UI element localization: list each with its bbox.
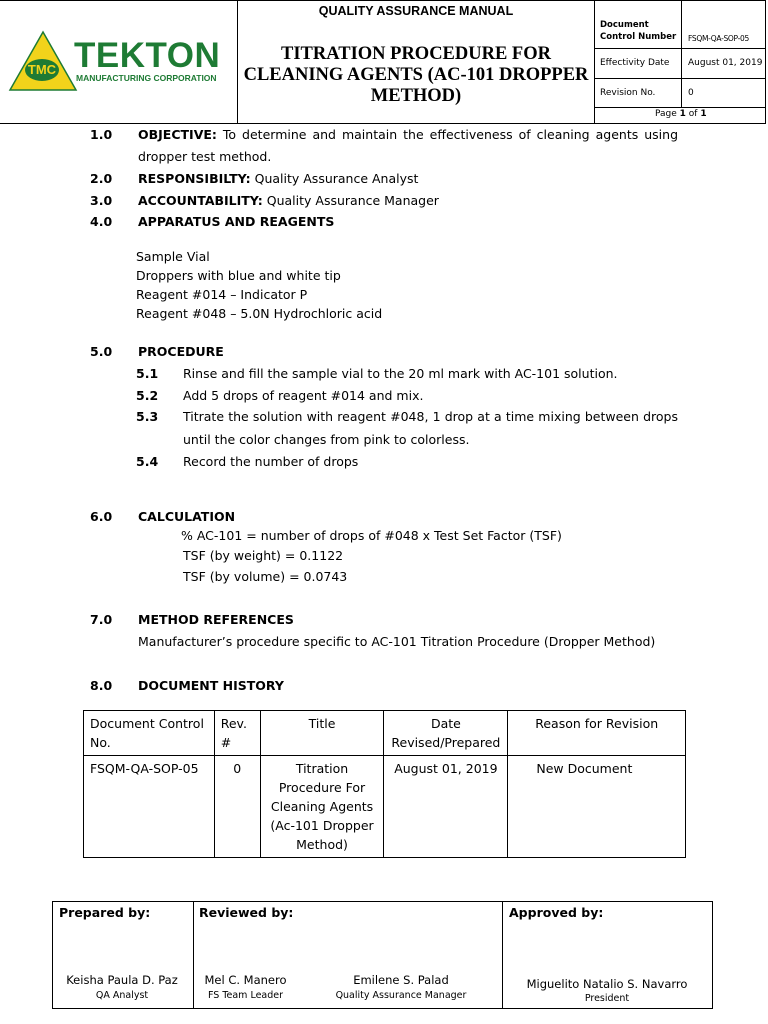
header-title: Title <box>260 711 384 756</box>
header-doc-control <box>84 711 215 756</box>
tmc-triangle-logo-icon <box>8 30 78 92</box>
reviewer-2-role: Quality Assurance Manager <box>335 990 467 1001</box>
page-indicator <box>655 109 707 119</box>
accountability-text: Quality Assurance Manager <box>262 193 439 208</box>
section-label: CALCULATION <box>138 509 236 524</box>
section-number: 5.0 <box>90 344 113 359</box>
header-rev <box>214 711 260 756</box>
header-text: # <box>220 735 232 750</box>
step-number: 5.3 <box>136 409 159 424</box>
page-of: of <box>685 109 701 119</box>
step-number: 5.4 <box>136 454 159 469</box>
header-text: No. <box>90 735 111 750</box>
objective-text: To determine and maintain the effectiveness of cleaning agents using <box>216 127 678 142</box>
manual-title: QUALITY ASSURANCE MANUAL <box>318 4 514 18</box>
cell-title-line: Procedure For <box>278 780 366 795</box>
step-text: Add 5 drops of reagent #014 and mix. <box>183 388 424 403</box>
cell-title-line: (Ac-101 Dropper <box>270 818 374 833</box>
doc-control-label: Control Number <box>600 32 677 42</box>
step-text: Rinse and fill the sample vial to the 20 ml mark with AC-101 solution. <box>183 366 618 381</box>
cell-reason: New Document <box>508 756 686 858</box>
doc-control-value: FSQM-QA-SOP-05 <box>688 34 749 43</box>
calc-tsf-weight: TSF (by weight) = 0.1122 <box>183 548 344 563</box>
reviewer-1-role: FS Team Leader <box>207 990 284 1001</box>
effectivity-value: August 01, 2019 <box>688 58 763 68</box>
company-subtitle: MANUFACTURING CORPORATION <box>76 73 217 83</box>
header-border-bottom <box>0 123 766 124</box>
meta-row-divider-3 <box>595 107 766 108</box>
section-number: 1.0 <box>90 127 113 142</box>
header-text: Document Control <box>90 716 204 731</box>
section-number: 8.0 <box>90 678 113 693</box>
header-text: Rev. <box>220 716 247 731</box>
revision-value: 0 <box>688 88 694 98</box>
section-number: 6.0 <box>90 509 113 524</box>
page-total: 1 <box>700 109 707 119</box>
objective-line <box>138 127 678 142</box>
section-label: APPARATUS AND REAGENTS <box>138 214 335 229</box>
reviewed-by-label: Reviewed by: <box>199 905 294 920</box>
step-text-cont: until the color changes from pink to colorless. <box>183 432 470 447</box>
section-label: OBJECTIVE: <box>138 127 217 142</box>
page-prefix: Page <box>655 109 680 119</box>
effectivity-label: Effectivity Date <box>600 58 670 68</box>
document-title <box>240 44 592 107</box>
objective-text-cont: dropper test method. <box>138 149 272 164</box>
prepared-by-label: Prepared by: <box>59 905 151 920</box>
document-header <box>0 0 766 122</box>
table-row <box>84 756 686 858</box>
calc-tsf-volume: TSF (by volume) = 0.0743 <box>183 569 348 584</box>
section-label: PROCEDURE <box>138 344 224 359</box>
approver-name: Miguelito Natalio S. Navarro <box>526 977 688 991</box>
step-text: Titrate the solution with reagent #048, 1 drop at a time mixing between drops <box>183 409 678 424</box>
doc-control-label: Document <box>600 20 649 30</box>
company-name: TEKTON <box>74 36 221 75</box>
header-divider-meta-value <box>681 0 682 108</box>
step-text: Record the number of drops <box>183 454 359 469</box>
cell-title-line: Titration <box>295 761 349 776</box>
prepared-name: Keisha Paula D. Paz <box>66 973 178 987</box>
responsibility-text: Quality Assurance Analyst <box>250 171 419 186</box>
header-reason: Reason for Revision <box>508 711 686 756</box>
header-border-right <box>765 0 766 124</box>
header-border-top <box>0 0 766 1</box>
document-title-line: TITRATION PROCEDURE FOR <box>281 44 551 64</box>
document-title-line: CLEANING AGENTS (AC-101 DROPPER <box>243 65 589 85</box>
header-date <box>384 711 508 756</box>
header-text: Revised/Prepared <box>391 735 501 750</box>
section-label: DOCUMENT HISTORY <box>138 678 284 693</box>
accountability-line <box>138 193 439 208</box>
cell-title-line: Cleaning Agents <box>270 799 374 814</box>
apparatus-item: Reagent #014 – Indicator P <box>136 287 308 302</box>
section-label: RESPONSIBILTY: <box>138 171 251 186</box>
table-header-row <box>84 711 686 756</box>
header-text: Date <box>430 716 461 731</box>
method-reference-text: Manufacturer’s procedure specific to AC-101 Titration Procedure (Dropper Method) <box>138 634 656 649</box>
section-number: 2.0 <box>90 171 113 186</box>
apparatus-item: Sample Vial <box>136 249 210 264</box>
cell-doc-control: FSQM-QA-SOP-05 <box>84 756 215 858</box>
cell-title-line: Method) <box>296 837 348 852</box>
reviewer-2-name: Emilene S. Palad <box>353 973 449 987</box>
approved-by-label: Approved by: <box>509 905 604 920</box>
prepared-role: QA Analyst <box>95 990 149 1001</box>
document-title-line: METHOD) <box>370 86 462 106</box>
revision-label: Revision No. <box>600 88 656 98</box>
calc-formula: % AC-101 = number of drops of #048 x Test Set Factor (TSF) <box>181 528 562 543</box>
cell-date: August 01, 2019 <box>384 756 508 858</box>
section-number: 7.0 <box>90 612 113 627</box>
page-current: 1 <box>679 109 686 119</box>
responsibility-line <box>138 171 418 186</box>
section-label: METHOD REFERENCES <box>138 612 294 627</box>
section-number: 3.0 <box>90 193 113 208</box>
apparatus-item: Reagent #048 – 5.0N Hydrochloric acid <box>136 306 383 321</box>
cell-title <box>260 756 384 858</box>
step-number: 5.1 <box>136 366 159 381</box>
cell-rev: 0 <box>214 756 260 858</box>
reviewer-1-name: Mel C. Manero <box>204 973 287 987</box>
meta-row-divider-1 <box>595 48 766 49</box>
header-divider-meta <box>594 0 595 124</box>
section-number: 4.0 <box>90 214 113 229</box>
company-logo <box>8 30 233 92</box>
document-history-table <box>83 710 686 858</box>
step-number: 5.2 <box>136 388 159 403</box>
logo-abbr: TMC <box>27 62 57 77</box>
approver-role: President <box>584 993 630 1004</box>
header-divider-logo <box>237 0 238 124</box>
meta-row-divider-2 <box>595 78 766 79</box>
apparatus-item: Droppers with blue and white tip <box>136 268 341 283</box>
section-label: ACCOUNTABILITY: <box>138 193 263 208</box>
